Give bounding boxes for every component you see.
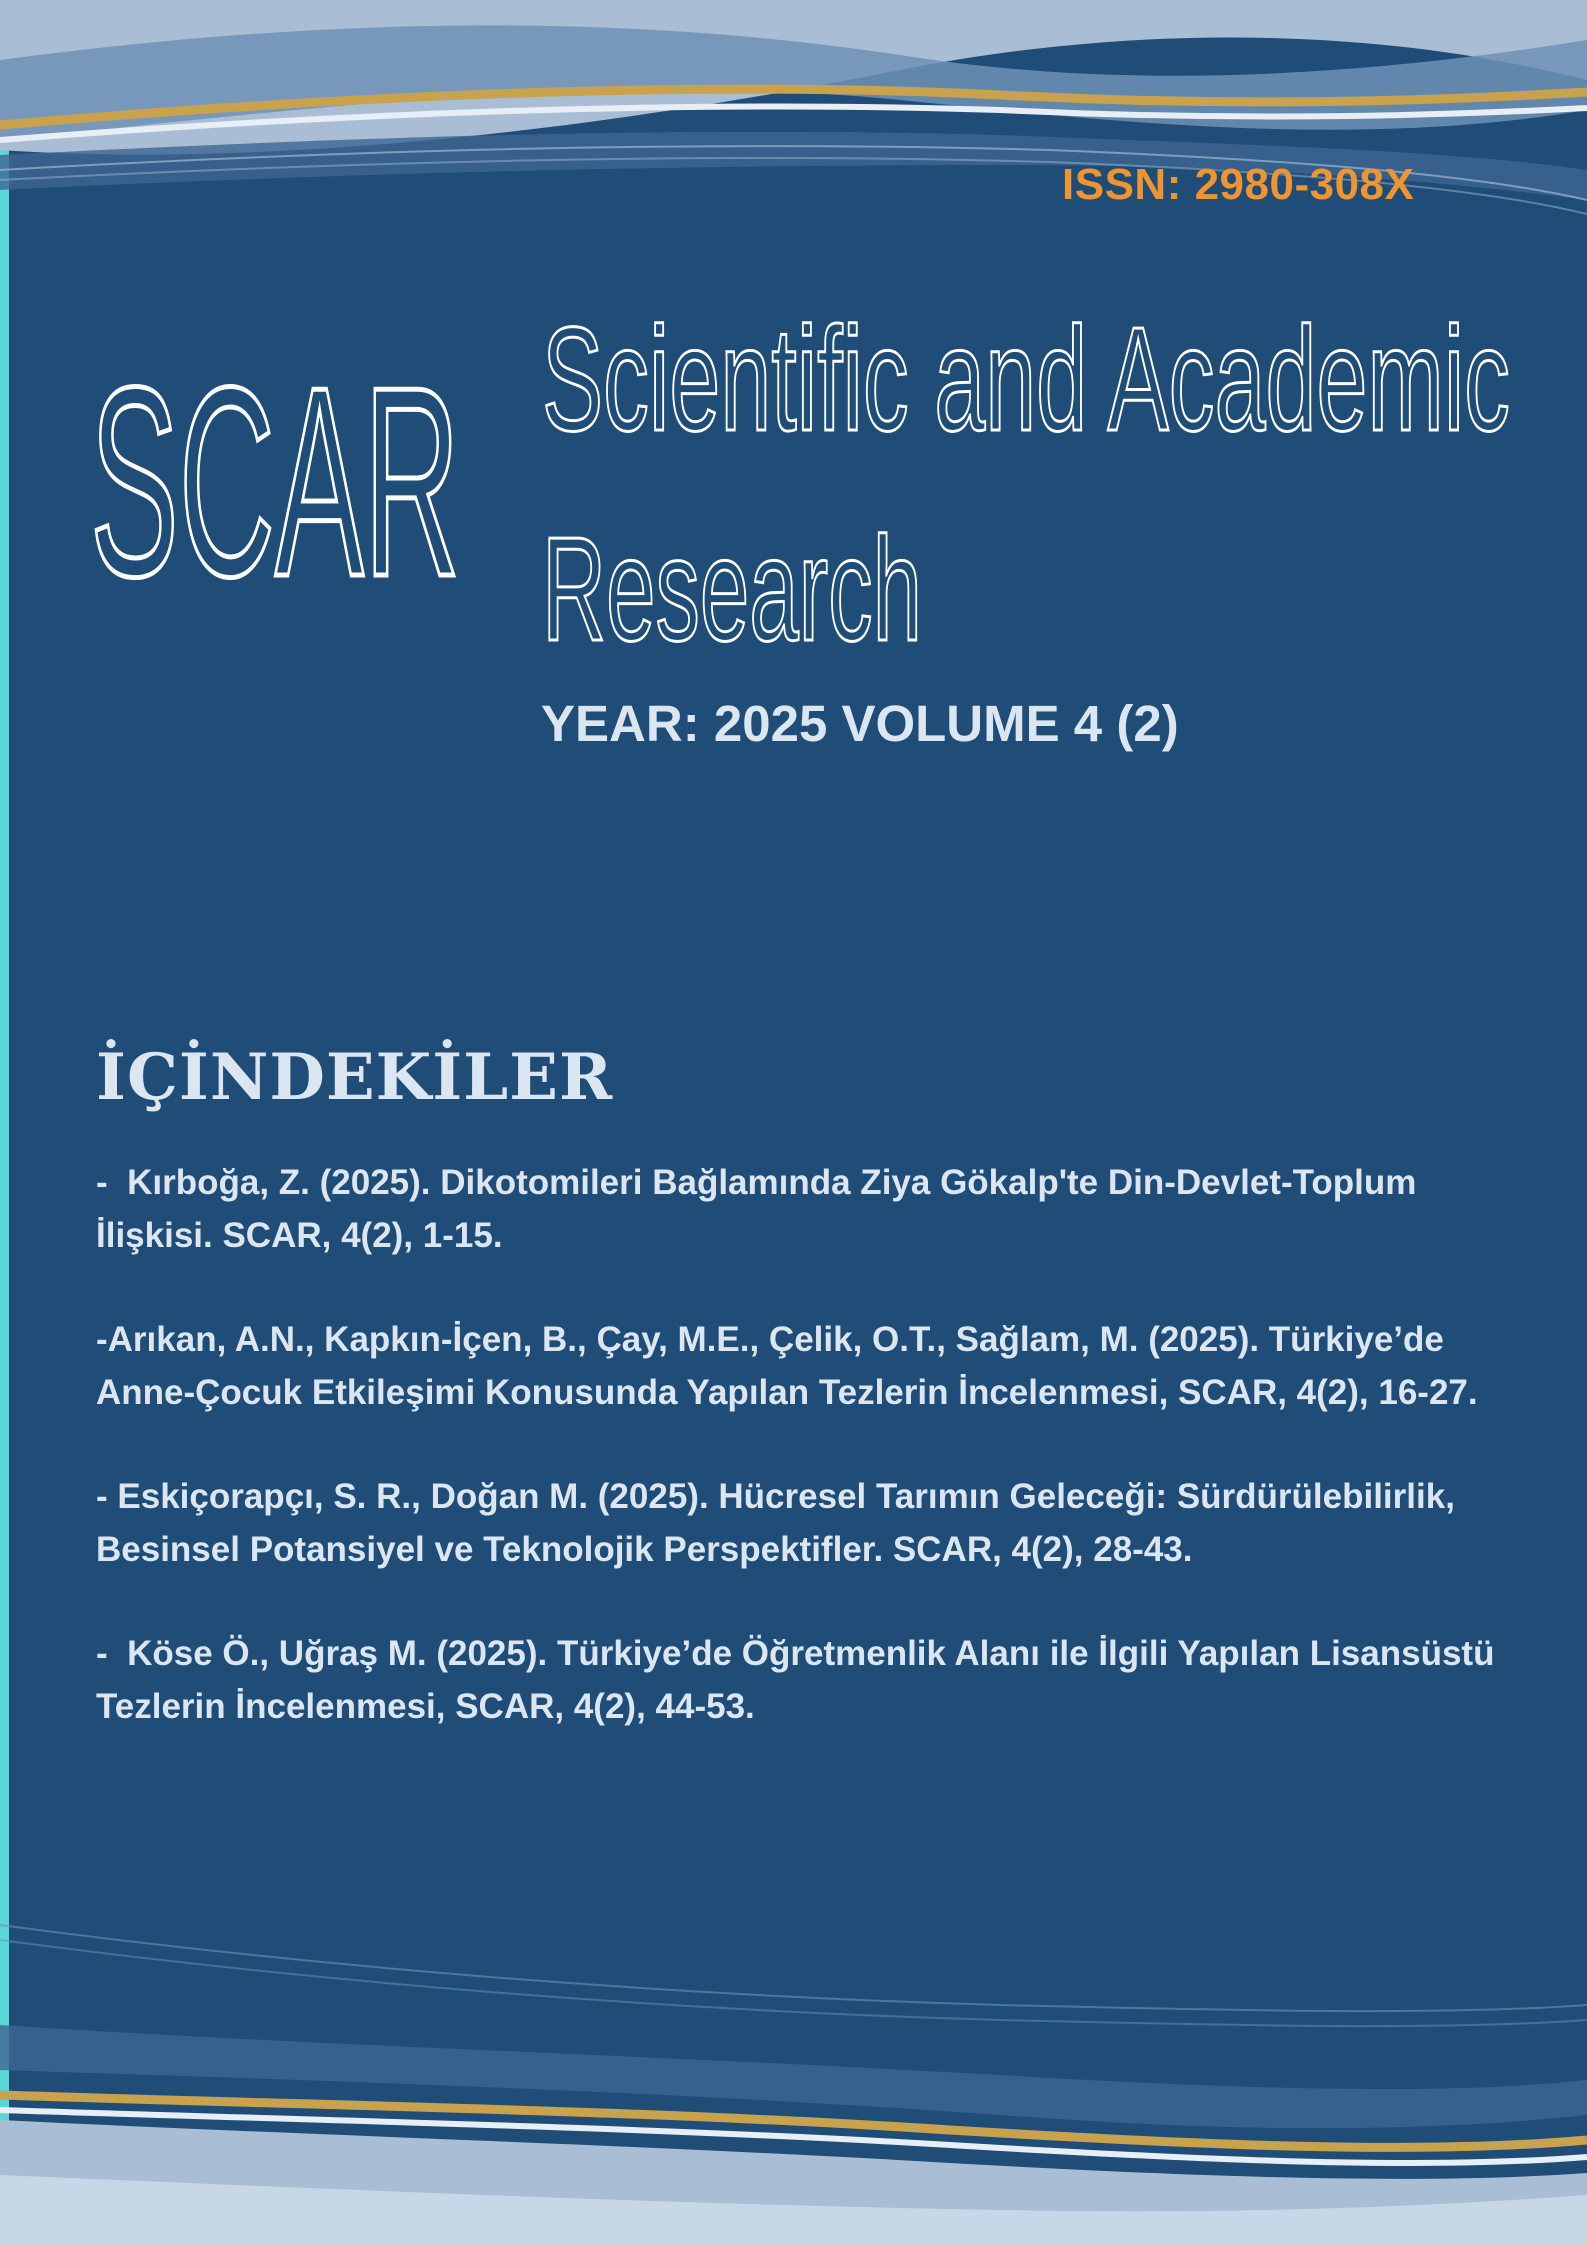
toc-entry-line: Tezlerin İncelenmesi, SCAR, 4(2), 44-53. <box>96 1687 755 1726</box>
issn-label: ISSN: 2980-308X <box>1062 160 1415 209</box>
toc-heading: İÇİNDEKİLER <box>96 1040 614 1115</box>
bottom-wave-decoration <box>0 1905 1587 2245</box>
toc-entry <box>96 1313 1581 1419</box>
year-volume-label: YEAR: 2025 VOLUME 4 (2) <box>541 695 1179 752</box>
toc-entry-line: - Eskiçorapçı, S. R., Doğan M. (2025). Hücresel Tarımın Geleceği: Sürdürülebilirlik, <box>96 1477 1455 1516</box>
journal-title-line-1: Scientific and Academic <box>542 297 1510 462</box>
journal-title-line-2: Research <box>542 507 922 665</box>
top-wave-decoration <box>0 0 1587 260</box>
toc-entry-line: Anne-Çocuk Etkileşimi Konusunda Yapılan Tezlerin İncelenmesi, SCAR, 4(2), 16-27. <box>96 1373 1478 1412</box>
toc-entry-line: -Arıkan, A.N., Kapkın-İçen, B., Çay, M.E., Çelik, O.T., Sağlam, M. (2025). Türkiye’de <box>96 1320 1444 1359</box>
toc-entry-line: Besinsel Potansiyel ve Teknolojik Perspektifler. SCAR, 4(2), 28-43. <box>96 1530 1193 1569</box>
toc-list <box>96 1156 1581 1784</box>
toc-entry <box>96 1627 1581 1733</box>
toc-entry-line: - Köse Ö., Uğraş M. (2025). Türkiye’de Öğretmenlik Alanı ile İlgili Yapılan Lisansüstü <box>96 1634 1495 1673</box>
svg-text:SCAR: SCAR <box>90 332 460 590</box>
journal-title <box>540 290 1540 665</box>
toc-entry <box>96 1470 1581 1576</box>
scar-logo <box>90 330 480 590</box>
toc-entry-line: İlişkisi. SCAR, 4(2), 1-15. <box>96 1216 503 1255</box>
toc-entry-line: - Kırboğa, Z. (2025). Dikotomileri Bağlamında Ziya Gökalp'te Din-Devlet-Toplum <box>96 1163 1417 1202</box>
toc-entry <box>96 1156 1581 1262</box>
